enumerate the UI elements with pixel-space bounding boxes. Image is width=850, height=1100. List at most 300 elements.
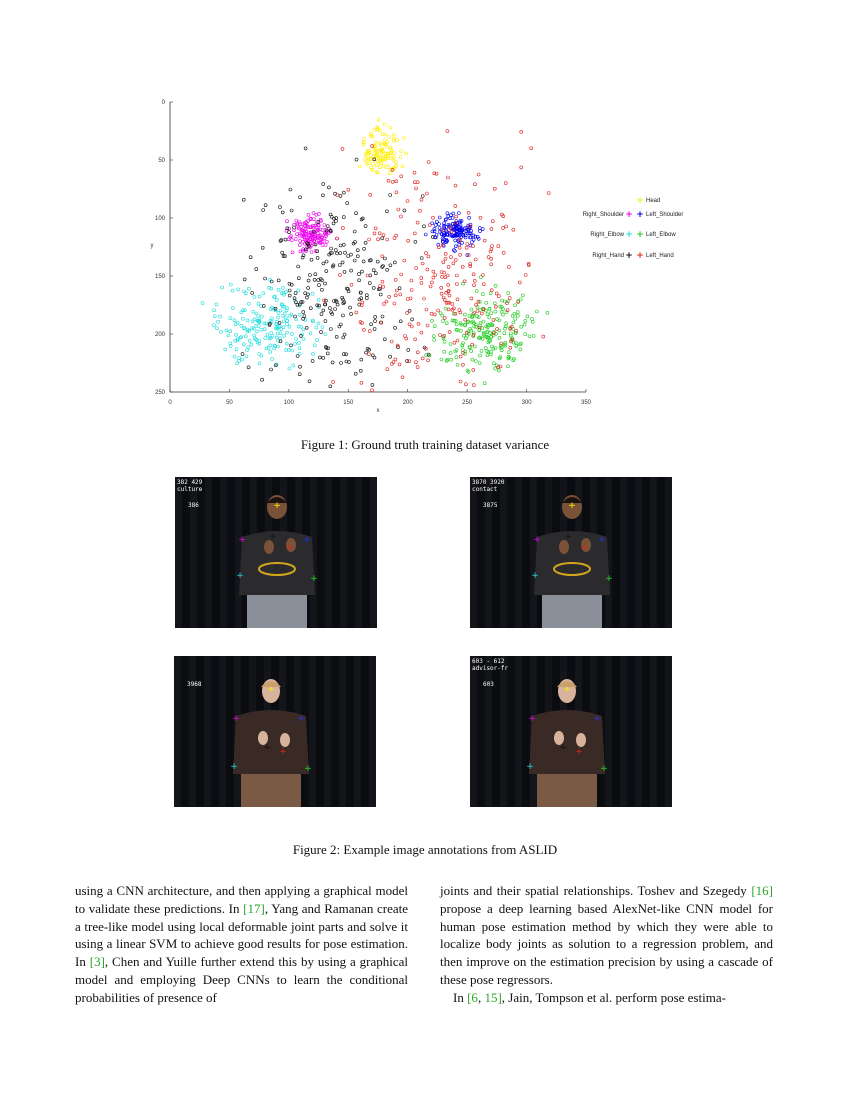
data-point-head — [386, 146, 389, 149]
data-point-left-elbow — [512, 321, 515, 324]
data-point-right-hand — [325, 260, 328, 263]
data-point-right-hand — [262, 209, 265, 212]
data-point-left-hand — [454, 184, 457, 187]
citation-link[interactable]: [16] — [751, 883, 773, 898]
data-point-left-hand — [341, 227, 344, 230]
legend-marker-head: + — [636, 196, 644, 206]
data-point-left-hand — [451, 303, 454, 306]
data-point-left-elbow — [511, 314, 514, 317]
data-point-left-hand — [415, 267, 418, 270]
data-point-left-hand — [455, 215, 458, 218]
data-point-left-elbow — [546, 311, 549, 314]
data-point-left-hand — [447, 308, 450, 311]
data-point-right-hand — [389, 355, 392, 358]
data-point-left-elbow — [483, 382, 486, 385]
data-point-left-hand — [420, 331, 423, 334]
data-point-left-hand — [491, 220, 494, 223]
citation-link[interactable]: [17] — [243, 900, 265, 916]
data-point-right-hand — [342, 243, 345, 246]
y-axis-label: y — [150, 243, 154, 249]
data-point-left-hand — [502, 251, 505, 254]
data-point-left-hand — [350, 283, 353, 286]
asl-image-woman-advisor — [470, 656, 671, 807]
data-point-right-shoulder — [299, 239, 302, 242]
data-point-left-hand — [454, 258, 457, 261]
data-point-right-elbow — [302, 338, 305, 341]
curtain-fold — [220, 477, 227, 628]
data-point-left-elbow — [505, 322, 508, 325]
data-point-right-hand — [324, 320, 327, 323]
data-point-left-hand — [434, 274, 437, 277]
data-point-right-hand — [297, 277, 300, 280]
x-tick-label: 150 — [343, 400, 354, 406]
data-point-right-hand — [314, 273, 317, 276]
data-point-right-hand — [255, 268, 258, 271]
curtain-fold — [340, 477, 347, 628]
data-point-right-hand — [358, 273, 361, 276]
data-point-left-hand — [373, 232, 376, 235]
data-point-left-hand — [361, 301, 364, 304]
data-point-left-hand — [393, 302, 396, 305]
data-point-right-hand — [355, 212, 358, 215]
x-tick-label: 300 — [521, 400, 532, 406]
data-point-right-hand — [290, 209, 293, 212]
data-point-left-hand — [444, 252, 447, 255]
curtain-fold — [369, 656, 376, 807]
left-hand-marker: + — [279, 747, 287, 757]
data-point-left-hand — [332, 380, 335, 383]
data-point-right-hand — [374, 320, 377, 323]
curtain-fold — [620, 477, 627, 628]
data-point-right-elbow — [292, 364, 295, 367]
data-point-right-elbow — [218, 315, 221, 318]
data-point-right-hand — [329, 385, 332, 388]
data-point-left-hand — [508, 297, 511, 300]
right-shoulder-marker: + — [533, 535, 541, 545]
data-point-head — [400, 150, 403, 153]
data-point-left-hand — [394, 278, 397, 281]
overlay-frame-number: 386 — [188, 502, 199, 509]
data-point-right-hand — [334, 249, 337, 252]
data-point-right-elbow — [288, 367, 291, 370]
data-point-left-elbow — [490, 345, 493, 348]
curtain-fold — [635, 656, 642, 807]
data-point-left-hand — [388, 295, 391, 298]
data-point-left-hand — [448, 330, 451, 333]
curtain-fold — [485, 477, 492, 628]
data-point-left-hand — [404, 335, 407, 338]
data-point-right-hand — [359, 369, 362, 372]
data-point-right-elbow — [224, 348, 227, 351]
data-point-left-hand — [492, 318, 495, 321]
data-point-right-hand — [297, 265, 300, 268]
curtain-fold — [370, 477, 377, 628]
data-point-right-hand — [331, 361, 334, 364]
dataset-variance-scatter-chart — [140, 92, 684, 414]
data-point-head — [383, 123, 386, 126]
data-point-left-elbow — [488, 316, 491, 319]
data-point-right-hand — [344, 251, 347, 254]
data-point-right-elbow — [213, 315, 216, 318]
data-point-right-elbow — [216, 327, 219, 330]
data-point-left-hand — [400, 175, 403, 178]
data-point-right-elbow — [237, 288, 240, 291]
data-point-right-shoulder — [312, 226, 315, 229]
data-point-left-elbow — [470, 308, 473, 311]
data-point-right-hand — [305, 296, 308, 299]
data-point-left-elbow — [532, 334, 535, 337]
data-point-left-hand — [440, 286, 443, 289]
data-point-left-hand — [471, 343, 474, 346]
data-point-head — [394, 161, 397, 164]
data-point-left-hand — [413, 232, 416, 235]
data-point-right-hand — [345, 353, 348, 356]
data-point-right-elbow — [294, 342, 297, 345]
data-point-left-elbow — [462, 334, 465, 337]
data-point-left-hand — [398, 363, 401, 366]
data-point-left-hand — [378, 232, 381, 235]
citation-link[interactable]: 15] — [484, 989, 502, 1005]
data-point-left-elbow — [443, 340, 446, 343]
data-point-right-hand — [318, 356, 321, 359]
citation-link[interactable]: [3] — [89, 954, 105, 970]
data-point-left-hand — [446, 176, 449, 179]
data-point-left-hand — [524, 274, 527, 277]
data-point-right-elbow — [283, 312, 286, 315]
data-point-left-elbow — [432, 335, 435, 338]
right-elbow-marker: + — [230, 762, 238, 772]
data-point-left-elbow — [445, 322, 448, 325]
data-point-left-shoulder — [478, 227, 481, 230]
data-point-left-elbow — [516, 314, 519, 317]
data-point-left-hand — [347, 188, 350, 191]
data-point-right-hand — [249, 256, 252, 259]
overlay-frame-number: 3875 — [483, 502, 498, 509]
data-point-left-hand — [427, 359, 430, 362]
data-point-right-elbow — [290, 332, 293, 335]
data-point-right-hand — [328, 307, 331, 310]
data-point-left-hand — [399, 215, 402, 218]
data-point-right-hand — [379, 293, 382, 296]
curtain-fold — [515, 477, 522, 628]
asl-image-woman-3968 — [174, 656, 375, 807]
data-point-left-hand — [542, 335, 545, 338]
data-point-right-hand — [423, 225, 426, 228]
data-point-right-hand — [339, 194, 342, 197]
paragraph: In [6, 15], Jain, Tompson et al. perform pose estima- — [453, 989, 726, 1005]
data-point-head — [396, 139, 399, 142]
curtain-fold — [650, 656, 657, 807]
data-point-left-hand — [416, 351, 419, 354]
data-point-left-hand — [480, 312, 483, 315]
data-point-left-hand — [483, 239, 486, 242]
data-point-left-hand — [371, 389, 374, 392]
overlay-sub-text: advisor-fr — [472, 665, 509, 672]
data-point-left-hand — [440, 292, 443, 295]
data-point-left-hand — [368, 238, 371, 241]
curtain-fold — [190, 477, 197, 628]
data-point-right-hand — [261, 378, 264, 381]
data-point-right-elbow — [258, 362, 261, 365]
data-point-right-elbow — [288, 325, 291, 328]
data-point-right-hand — [394, 326, 397, 329]
right-elbow-marker: + — [236, 571, 244, 581]
data-point-right-hand — [270, 280, 273, 283]
data-point-right-hand — [305, 326, 308, 329]
data-point-right-hand — [322, 309, 325, 312]
data-point-left-elbow — [514, 318, 517, 321]
left-shoulder-marker: + — [297, 714, 305, 724]
data-point-right-hand — [371, 383, 374, 386]
data-point-left-hand — [360, 381, 363, 384]
data-point-right-elbow — [313, 344, 316, 347]
curtain-fold — [219, 656, 226, 807]
data-point-right-hand — [339, 244, 342, 247]
data-point-left-elbow — [503, 300, 506, 303]
data-point-right-hand — [373, 328, 376, 331]
data-point-right-elbow — [264, 337, 267, 340]
data-point-left-hand — [469, 263, 472, 266]
data-point-left-hand — [433, 313, 436, 316]
data-point-right-elbow — [240, 324, 243, 327]
data-point-right-elbow — [298, 313, 301, 316]
data-point-left-elbow — [465, 337, 468, 340]
data-point-right-elbow — [262, 292, 265, 295]
data-point-head — [375, 164, 378, 167]
data-point-left-hand — [395, 289, 398, 292]
left-elbow-marker: + — [600, 764, 608, 774]
data-point-right-hand — [294, 292, 297, 295]
curtain-fold — [189, 656, 196, 807]
data-point-left-hand — [497, 245, 500, 248]
data-point-left-hand — [450, 256, 453, 259]
data-point-left-hand — [425, 192, 428, 195]
data-point-right-hand — [354, 372, 357, 375]
data-point-left-elbow — [507, 292, 510, 295]
head-marker: + — [267, 685, 275, 695]
legend-label-left-elbow: Left_Elbow — [646, 232, 676, 238]
data-point-left-elbow — [443, 350, 446, 353]
data-point-left-hand — [447, 283, 450, 286]
citation-link[interactable]: [6 — [467, 989, 478, 1005]
data-point-left-hand — [505, 225, 508, 228]
data-point-right-hand — [338, 264, 341, 267]
data-point-left-elbow — [523, 323, 526, 326]
data-point-left-elbow — [478, 336, 481, 339]
data-point-left-hand — [406, 298, 409, 301]
data-point-left-elbow — [441, 314, 444, 317]
right-elbow-marker: + — [531, 571, 539, 581]
data-point-right-hand — [277, 279, 280, 282]
data-point-right-hand — [364, 225, 367, 228]
data-point-right-hand — [299, 196, 302, 199]
data-point-right-hand — [336, 252, 339, 255]
y-tick-label: 100 — [154, 216, 165, 222]
data-point-head — [374, 141, 377, 144]
data-point-right-hand — [241, 353, 244, 356]
data-point-right-elbow — [324, 333, 327, 336]
data-point-left-hand — [491, 245, 494, 248]
data-point-right-elbow — [286, 323, 289, 326]
data-point-left-elbow — [471, 358, 474, 361]
x-tick-label: 100 — [283, 400, 294, 406]
data-point-right-hand — [308, 380, 311, 383]
data-point-right-elbow — [291, 349, 294, 352]
data-point-right-hand — [353, 259, 356, 262]
data-point-right-elbow — [270, 332, 273, 335]
data-point-left-hand — [390, 340, 393, 343]
data-point-left-hand — [459, 355, 462, 358]
data-point-right-hand — [385, 210, 388, 213]
data-point-left-hand — [406, 200, 409, 203]
data-point-left-hand — [386, 238, 389, 241]
data-point-right-elbow — [258, 353, 261, 356]
data-point-right-elbow — [266, 333, 269, 336]
data-point-head — [393, 133, 396, 136]
curtain-fold — [174, 656, 181, 807]
data-point-right-hand — [308, 274, 311, 277]
data-point-right-elbow — [286, 319, 289, 322]
data-point-left-elbow — [494, 310, 497, 313]
data-point-left-elbow — [479, 354, 482, 357]
data-point-right-elbow — [243, 290, 246, 293]
data-point-right-elbow — [315, 326, 318, 329]
data-point-right-hand — [324, 282, 327, 285]
data-point-left-hand — [442, 261, 445, 264]
data-point-left-hand — [482, 283, 485, 286]
curtain-fold — [325, 477, 332, 628]
data-point-right-hand — [309, 307, 312, 310]
data-point-right-elbow — [247, 287, 250, 290]
data-point-right-hand — [289, 188, 292, 191]
data-point-right-hand — [294, 315, 297, 318]
data-point-left-hand — [466, 243, 469, 246]
data-point-left-elbow — [524, 333, 527, 336]
data-point-left-elbow — [513, 312, 516, 315]
data-point-left-hand — [432, 270, 435, 273]
data-point-right-hand — [325, 270, 328, 273]
data-point-right-elbow — [244, 335, 247, 338]
data-point-left-elbow — [459, 329, 462, 332]
data-point-right-elbow — [236, 362, 239, 365]
right-hand-marker: + — [559, 743, 567, 753]
data-point-right-hand — [322, 262, 325, 265]
data-point-right-elbow — [277, 316, 280, 319]
data-point-left-elbow — [520, 325, 523, 328]
right-hand-marker: + — [263, 743, 271, 753]
data-point-right-hand — [383, 257, 386, 260]
right-shoulder-marker: + — [232, 714, 240, 724]
data-point-right-hand — [389, 264, 392, 267]
x-tick-label: 0 — [168, 400, 172, 406]
data-point-left-elbow — [494, 284, 497, 287]
data-point-left-elbow — [507, 365, 510, 368]
data-point-left-elbow — [482, 320, 485, 323]
data-point-left-hand — [427, 161, 430, 164]
data-point-right-elbow — [247, 302, 250, 305]
data-point-right-elbow — [246, 319, 249, 322]
data-point-right-hand — [342, 191, 345, 194]
curtain-fold — [635, 477, 642, 628]
data-point-left-shoulder — [458, 243, 461, 246]
data-point-head — [401, 165, 404, 168]
data-point-left-hand — [547, 192, 550, 195]
curtain-fold — [665, 477, 672, 628]
data-point-right-hand — [421, 195, 424, 198]
data-point-left-elbow — [430, 319, 433, 322]
data-point-head — [363, 159, 366, 162]
curtain-fold — [605, 656, 612, 807]
data-point-right-hand — [398, 287, 401, 290]
data-point-right-elbow — [273, 347, 276, 350]
y-tick-label: 0 — [161, 100, 165, 106]
data-point-right-elbow — [242, 343, 245, 346]
left-elbow-marker: + — [310, 574, 318, 584]
data-point-right-hand — [360, 358, 363, 361]
data-point-right-elbow — [253, 296, 256, 299]
data-point-right-elbow — [321, 326, 324, 329]
data-point-right-hand — [355, 158, 358, 161]
data-point-right-hand — [341, 298, 344, 301]
data-point-left-hand — [455, 274, 458, 277]
curtain-fold — [500, 477, 507, 628]
data-point-right-hand — [399, 320, 402, 323]
data-point-right-shoulder — [323, 224, 326, 227]
data-point-right-elbow — [225, 329, 228, 332]
data-point-left-shoulder — [454, 239, 457, 242]
data-point-left-hand — [428, 224, 431, 227]
x-tick-label: 200 — [402, 400, 413, 406]
data-point-left-hand — [470, 297, 473, 300]
data-point-left-hand — [456, 298, 459, 301]
data-point-left-elbow — [479, 321, 482, 324]
data-point-left-elbow — [501, 299, 504, 302]
data-point-left-hand — [472, 273, 475, 276]
data-point-left-shoulder — [472, 238, 475, 241]
data-point-left-elbow — [497, 369, 500, 372]
data-point-left-hand — [458, 246, 461, 249]
data-point-right-shoulder — [290, 239, 293, 242]
data-point-right-elbow — [285, 309, 288, 312]
data-point-right-elbow — [241, 358, 244, 361]
data-point-right-shoulder — [324, 244, 327, 247]
data-point-left-hand — [456, 339, 459, 342]
data-point-right-hand — [322, 183, 325, 186]
data-point-right-elbow — [275, 298, 278, 301]
data-point-left-elbow — [489, 292, 492, 295]
data-point-left-hand — [453, 341, 456, 344]
data-point-right-elbow — [269, 350, 272, 353]
left-elbow-marker: + — [304, 764, 312, 774]
data-point-right-hand — [334, 308, 337, 311]
y-tick-label: 200 — [154, 332, 165, 338]
data-point-left-elbow — [536, 310, 539, 313]
data-point-left-hand — [400, 273, 403, 276]
data-point-right-elbow — [282, 326, 285, 329]
data-point-left-hand — [383, 302, 386, 305]
data-point-right-elbow — [302, 328, 305, 331]
data-point-left-hand — [452, 262, 455, 265]
data-point-right-elbow — [260, 315, 263, 318]
data-point-right-hand — [284, 238, 287, 241]
data-point-right-hand — [247, 366, 250, 369]
data-point-right-hand — [370, 323, 373, 326]
data-point-right-hand — [290, 344, 293, 347]
right-shoulder-marker: + — [528, 714, 536, 724]
data-point-right-shoulder — [304, 242, 307, 245]
data-point-left-hand — [417, 322, 420, 325]
data-point-left-hand — [368, 330, 371, 333]
